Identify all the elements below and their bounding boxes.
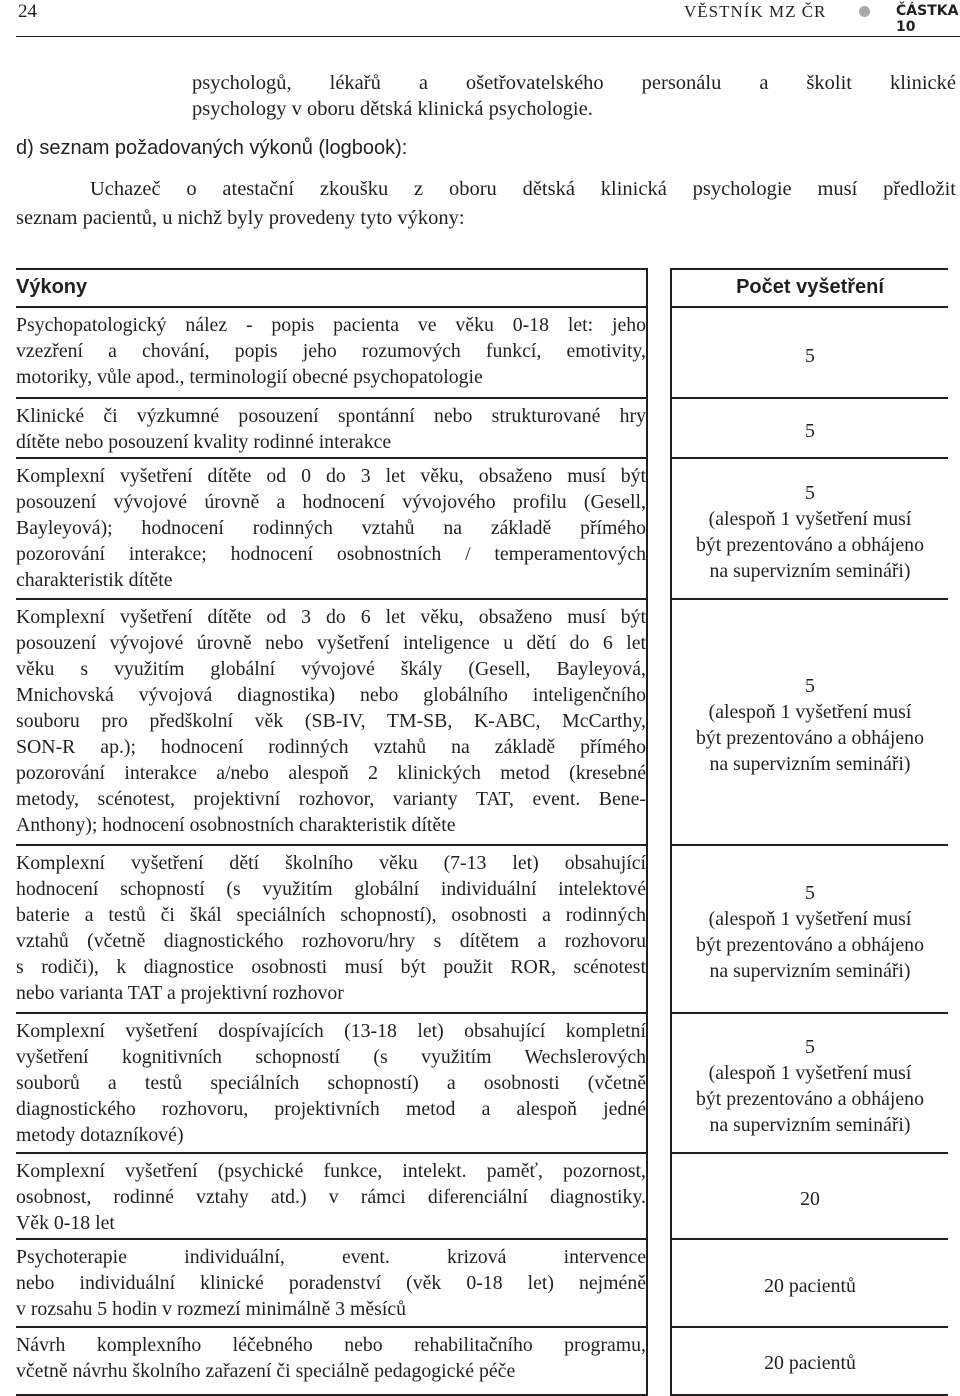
count-cell [670,844,948,1014]
cell-line: Komplexní vyšetření dětí školního věku (7-13 let) obsahující [16,852,646,874]
count-cell [670,1012,948,1154]
subheading: d) seznam požadovaných výkonů (logbook): [16,137,408,159]
page-number: 24 [18,1,37,22]
cell-line: souborů a testů speciálních schopností) a osobnosti (včetně [16,1072,646,1094]
cell-line: nebo individuální klinické poradenství (věk 0-18 let) nejméně [16,1272,646,1294]
procedure-cell [16,1326,648,1396]
cell-line: 5 [805,481,815,504]
count-cell [670,1152,948,1240]
cell-line: Návrh komplexního léčebného nebo rehabilitačního programu, [16,1334,646,1356]
cell-line: Komplexní vyšetření dítěte od 0 do 3 let věku, obsaženo musí být [16,465,646,487]
table-row [16,457,946,598]
count-text [672,476,948,584]
procedure-text [16,1240,646,1322]
procedure-cell [16,1238,648,1328]
cell-line: 20 [800,1188,820,1210]
cell-line: metody, scénotest, projektivní rozhovor, varianty TAT, event. Bene- [16,788,646,810]
procedure-cell [16,844,648,1014]
cell-line: (alespoň 1 vyšetření musí [708,507,912,530]
cell-line: na supervizním semináři) [709,960,911,982]
cell-line: být prezentováno a obhájeno [696,934,924,956]
cell-line: vyšetření kognitivních schopností (s využitím Wechslerových [16,1046,646,1068]
table-row [16,598,946,844]
cell-line: 20 pacientů [764,1275,856,1297]
cell-line: diagnostického rozhovoru, projektivních metod a alespoň jedné [16,1098,646,1120]
cell-line: na supervizním semináři) [709,1114,911,1136]
cell-line: Bayleyová); hodnocení rodinných vztahů na základě přímého [16,517,646,539]
cell-line: Psychopatologický nález - popis pacienta ve věku 0-18 let: jeho [16,314,646,336]
cell-line: dítěte nebo posouzení kvality rodinné interakce [16,431,392,453]
table-row [16,1012,946,1152]
cell-line: Komplexní vyšetření dospívajících (13-18 let) obsahující kompletní [16,1020,646,1042]
table-row [16,397,946,457]
count-text [672,1346,948,1376]
cell-line: v rozsahu 5 hodin v rozmezí minimálně 3 měsíců [16,1298,407,1320]
continuation-text [192,70,956,122]
cell-line: Klinické či výzkumné posouzení spontánní nebo strukturované hry [16,405,646,427]
cell-line: včetně návrhu školního zařazení či speciálně pedagogické péče [16,1360,516,1382]
cell-line: 5 [805,1036,815,1058]
cell-line: být prezentováno a obhájeno [696,727,924,749]
cell-line: motoriky, vůle apod., terminologií obecné psychopatologie [16,366,483,388]
cell-line: hodnocení schopností (s využitím globální individuální intelektové [16,878,646,900]
cell-line: na supervizním semináři) [709,559,911,582]
cell-line: být prezentováno a obhájeno [696,1088,924,1110]
header-procedure-label: Výkony [16,276,88,298]
cell-line: 5 [805,420,815,442]
cell-line: charakteristik dítěte [16,569,173,591]
cell-line: SON-R ap.); hodnocení rodinných vztahů na základě přímého [16,736,646,758]
cell-line: 5 [805,675,815,697]
procedure-cell [16,397,648,459]
procedure-text [16,1154,646,1236]
cell-line: baterie a testů či škál speciálních schopností), osobnosti a rodinných [16,904,646,926]
cell-line: 5 [805,882,815,904]
cell-line: na supervizním semináři) [709,753,911,775]
table-row [16,306,946,397]
count-text [672,876,948,984]
cell-line: Mnichovská vývojová diagnostika) nebo globálního inteligenčního [16,684,646,706]
cell-line: pozorování interakce; hodnocení osobnostních / temperamentových [16,543,646,565]
header-count-label: Počet vyšetření [736,276,884,298]
cell-line: nebo varianta TAT a projektivní rozhovor [16,982,344,1004]
count-cell [670,598,948,846]
cell-line: vztahů (včetně diagnostického rozhovoru/hry s dítětem a rozhovoru [16,930,646,952]
cell-line: (alespoň 1 vyšetření musí [708,1062,912,1084]
bullet-dot-icon [859,6,870,17]
table-row [16,1238,946,1326]
procedure-text [16,1328,646,1384]
intro-line: Uchazeč o atestační zkoušku z oboru dětská klinická psychologie musí předložit [90,178,956,200]
procedure-text [16,1014,646,1148]
header-cell-procedure [16,268,648,308]
procedure-cell [16,1152,648,1240]
procedure-cell [16,457,648,600]
procedure-cell [16,1012,648,1154]
cell-line: Komplexní vyšetření dítěte od 3 do 6 let věku, obsaženo musí být [16,606,646,628]
cell-line: 20 pacientů [764,1352,856,1374]
cell-line: Komplexní vyšetření (psychické funkce, intelekt. paměť, pozornost, [16,1160,646,1182]
count-text [672,1269,948,1299]
cell-line: Anthony); hodnocení osobnostních charakteristik dítěte [16,814,456,836]
count-cell [670,306,948,399]
cell-line: vzezření a chování, popis jeho rozumových funkcí, emotivity, [16,340,646,362]
cell-line: 5 [805,344,815,367]
intro-paragraph [16,175,956,232]
cell-line: (alespoň 1 vyšetření musí [708,908,912,930]
cell-line: věku s využitím globální vývojové škály (Gesell, Bayleyová, [16,658,646,680]
table-row [16,1326,946,1392]
count-cell [670,397,948,459]
cell-line: s rodiči), k diagnostice osobnosti musí být použit ROR, scénotest [16,956,646,978]
cell-line: Psychoterapie individuální, event. krizová intervence [16,1246,646,1268]
procedure-text [16,846,646,1006]
table-row [16,844,946,1012]
cell-line: osobnost, rodinné vztahy atd.) v rámci diferenciální diagnostiky. [16,1186,646,1208]
count-text [672,339,948,369]
page-header [16,0,960,37]
procedure-text [16,600,646,838]
procedure-text [16,459,646,593]
count-text [672,414,948,444]
count-cell [670,1238,948,1328]
cell-line: souboru pro předškolní věk (SB-IV, TM-SB, K-ABC, McCarthy, [16,710,646,732]
procedure-text [16,308,646,390]
cell-line: metody dotazníkové) [16,1124,184,1146]
section-label: ČÁSTKA 10 [896,3,959,35]
procedure-text [16,399,646,455]
cell-line: posouzení vývojové úrovně a hodnocení vývojového profilu (Gesell, [16,491,646,513]
header-cell-count [670,268,948,308]
continuation-line: psychology v oboru dětská klinická psychologie. [192,98,593,120]
procedure-cell [16,306,648,399]
cell-line: Věk 0-18 let [16,1212,115,1234]
procedure-cell [16,598,648,846]
count-text [672,669,948,777]
intro-line: seznam pacientů, u nichž byly provedeny tyto výkony: [16,207,465,229]
cell-line: posouzení vývojové úrovně nebo vyšetření inteligence u dětí do 6 let [16,632,646,654]
cell-line: (alespoň 1 vyšetření musí [708,701,912,723]
continuation-line: psychologů, lékařů a ošetřovatelského personálu a školit klinické [192,72,956,94]
journal-title: VĚSTNÍK MZ ČR [684,2,827,21]
cell-line: pozorování interakce a/nebo alespoň 2 klinických metod (kresebné [16,762,646,784]
count-cell [670,1326,948,1396]
count-text [672,1182,948,1212]
table-row [16,1152,946,1238]
table-header-row [16,268,946,306]
cell-line: být prezentováno a obhájeno [696,533,924,556]
count-text [672,1030,948,1138]
count-cell [670,457,948,600]
